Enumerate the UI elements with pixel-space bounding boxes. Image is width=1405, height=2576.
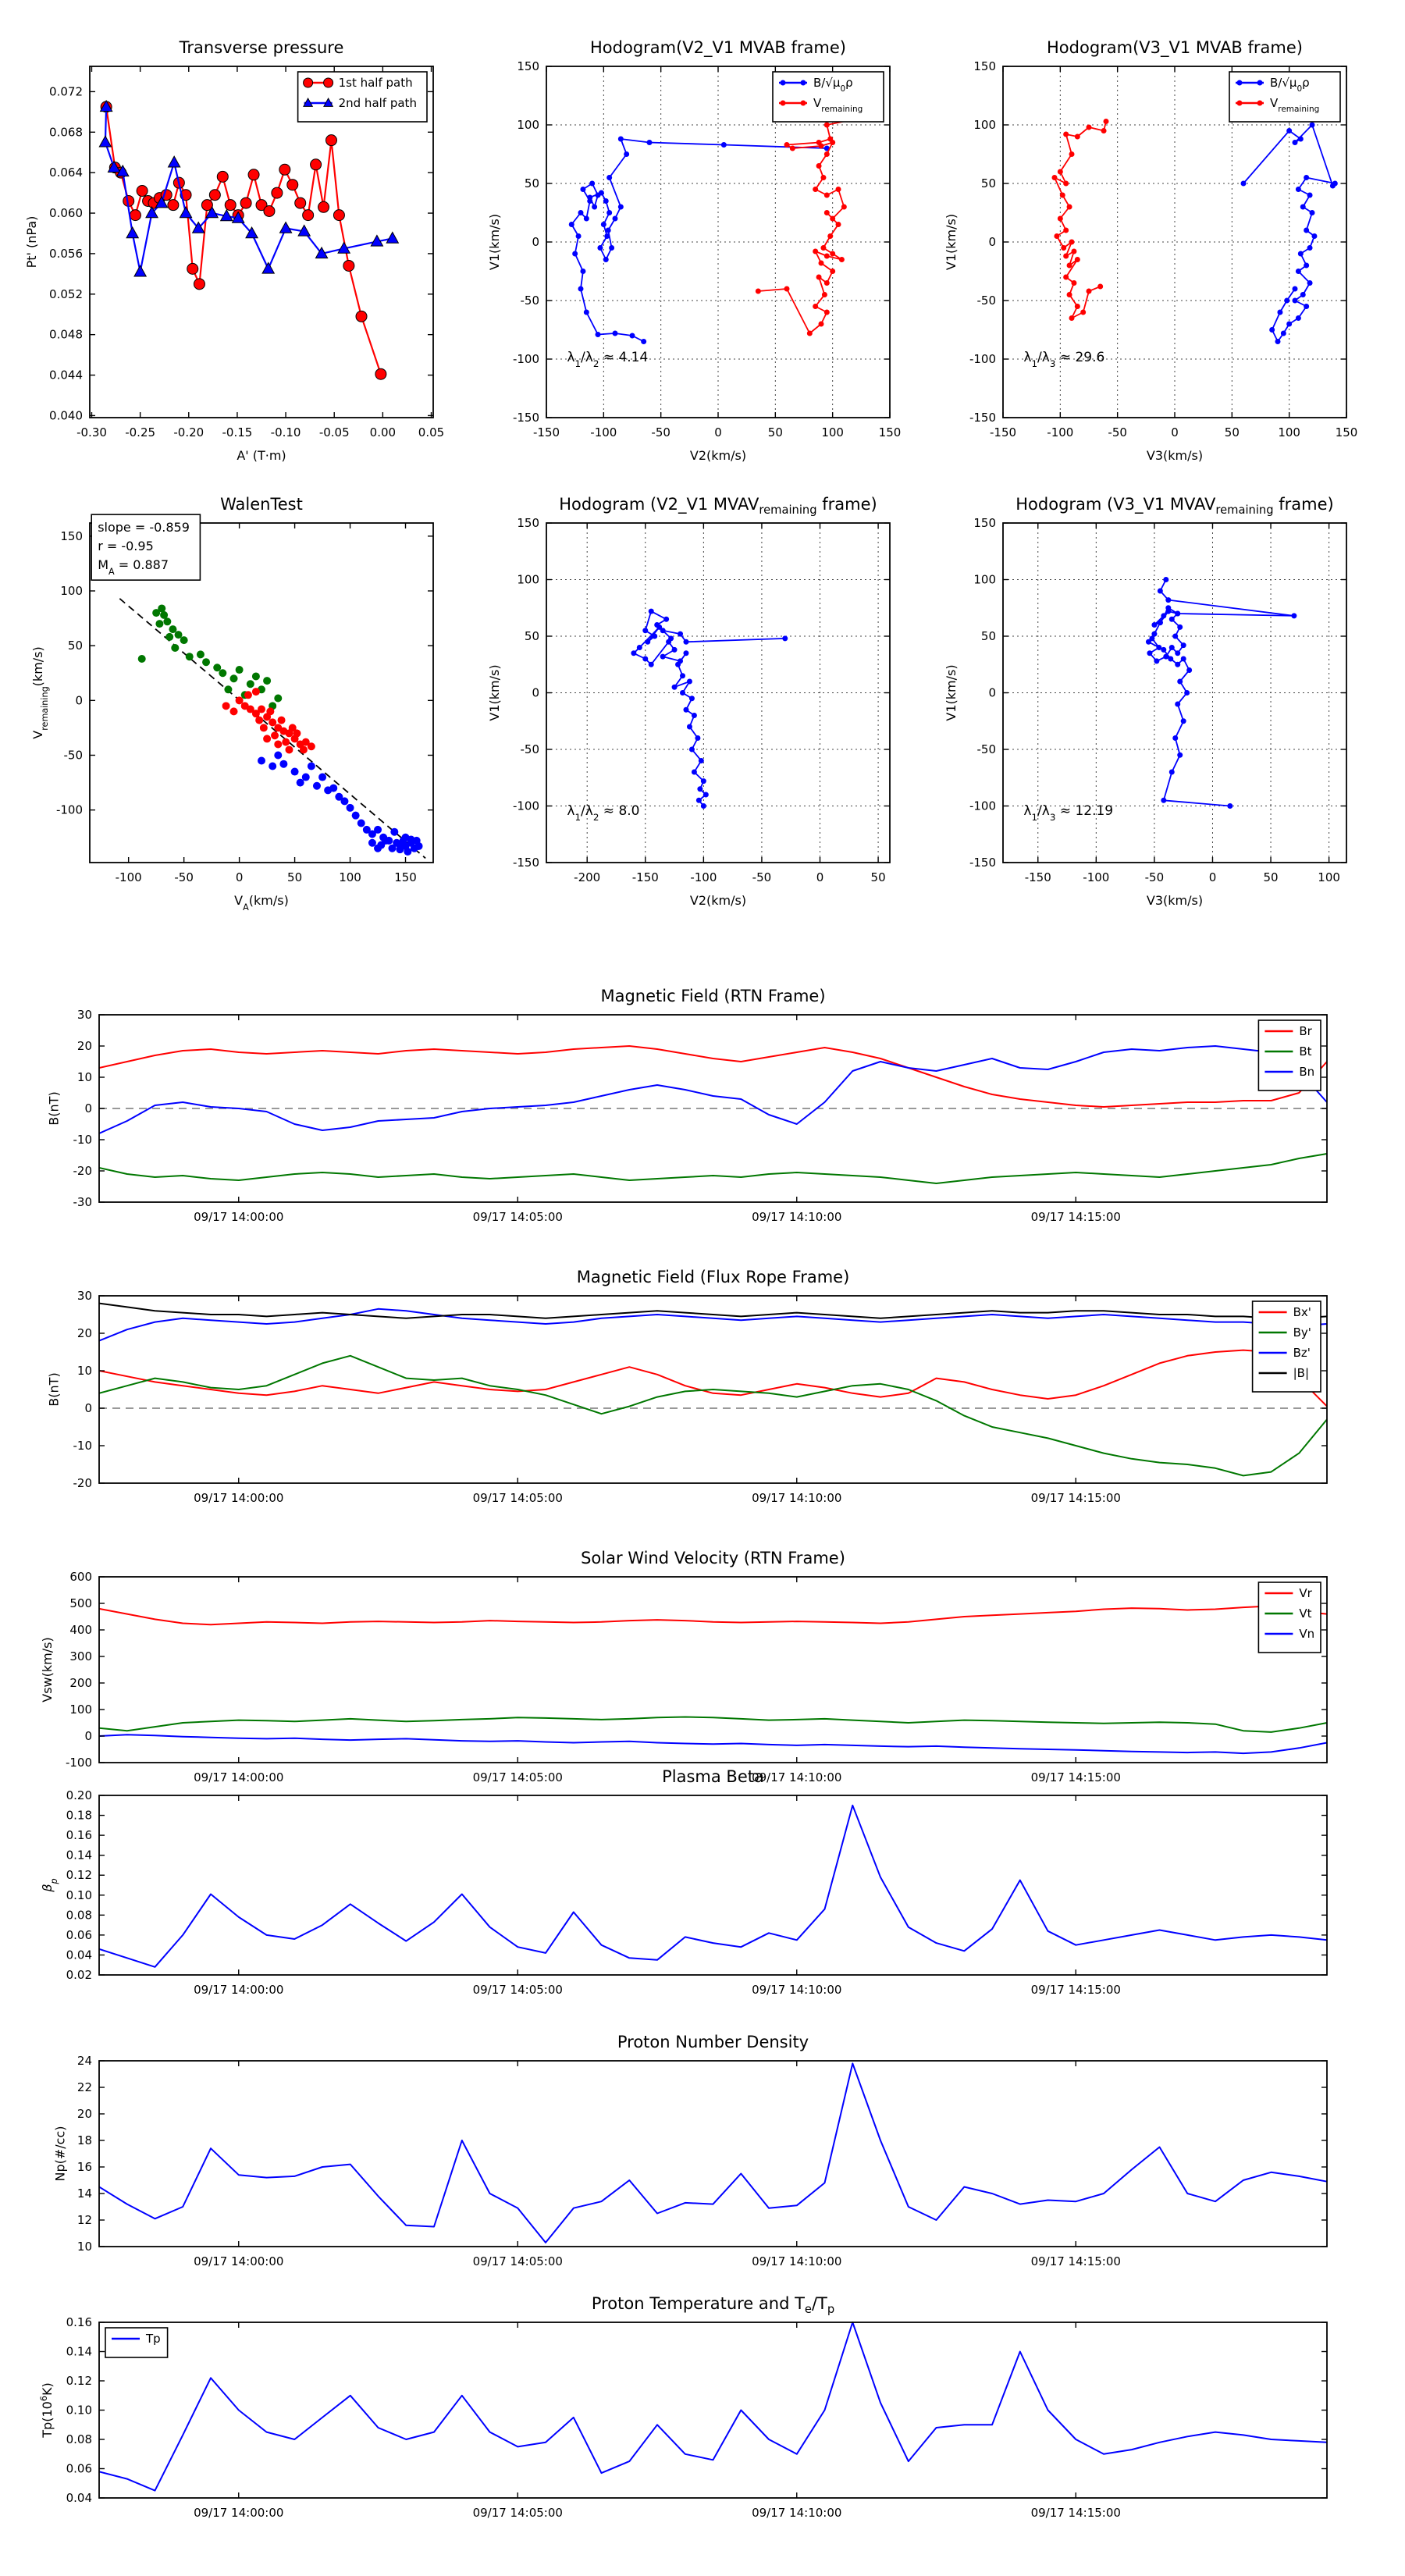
plot-title-magnetic-field-rtn: Magnetic Field (RTN Frame)	[600, 987, 826, 1005]
svg-text:09/17 14:05:00: 09/17 14:05:00	[472, 1983, 563, 1997]
svg-text:20: 20	[76, 1326, 92, 1340]
svg-text:50: 50	[287, 870, 303, 884]
plot-hodogram-v2v1-mvab	[487, 38, 902, 463]
svg-text:0.04: 0.04	[66, 2491, 92, 2505]
svg-text:-100: -100	[115, 870, 142, 884]
svg-text:50: 50	[524, 629, 539, 643]
svg-text:-150: -150	[512, 411, 539, 425]
svg-text:V2(km/s): V2(km/s)	[689, 448, 747, 463]
svg-text:100: 100	[973, 118, 996, 132]
svg-text:V3(km/s): V3(km/s)	[1146, 448, 1204, 463]
svg-text:-50: -50	[174, 870, 194, 884]
plot-title-walen-test: WalenTest	[220, 495, 303, 514]
plot-title-hodogram-v3v1-mvab: Hodogram(V3_V1 MVAB frame)	[1047, 38, 1303, 57]
svg-text:-0.15: -0.15	[222, 425, 253, 439]
svg-text:0.12: 0.12	[66, 1868, 92, 1883]
svg-text:-50: -50	[1108, 425, 1127, 439]
svg-text:10: 10	[76, 2240, 92, 2254]
svg-text:-150: -150	[512, 856, 539, 870]
svg-text:30: 30	[76, 1008, 92, 1022]
svg-text:-20: -20	[73, 1476, 92, 1490]
svg-text:09/17 14:05:00: 09/17 14:05:00	[472, 1210, 563, 1224]
svg-text:0.068: 0.068	[49, 125, 83, 140]
svg-text:50: 50	[524, 176, 539, 190]
svg-text:0.060: 0.060	[49, 206, 83, 221]
svg-text:A' (T·m): A' (T·m)	[237, 448, 286, 463]
canvas-hodogram-v2v1-mvav	[487, 516, 890, 908]
svg-text:400: 400	[69, 1623, 92, 1637]
canvas-magnetic-field-flux-rope	[46, 1289, 1327, 1505]
svg-text:-30: -30	[73, 1195, 92, 1209]
canvas-transverse-pressure	[24, 66, 445, 463]
svg-text:-0.05: -0.05	[318, 425, 350, 439]
svg-text:-150: -150	[989, 425, 1017, 439]
svg-text:|B|: |B|	[1293, 1366, 1310, 1380]
svg-text:24: 24	[76, 2054, 92, 2068]
svg-text:100: 100	[1278, 425, 1300, 439]
plot-proton-number-density	[52, 2033, 1327, 2268]
plot-magnetic-field-rtn	[46, 987, 1327, 1224]
canvas-magnetic-field-rtn	[46, 1008, 1327, 1224]
svg-text:0.04: 0.04	[66, 1948, 92, 1962]
svg-text:0.06: 0.06	[66, 2461, 92, 2476]
svg-text:0: 0	[988, 235, 996, 249]
svg-text:λ1/λ3 ≈ 12.19: $\lambda_1/\lambda_3 \approx 12.19$	[1023, 803, 1114, 824]
svg-text:150: 150	[1335, 425, 1358, 439]
svg-text:-200: -200	[574, 870, 601, 884]
svg-text:09/17 14:10:00: 09/17 14:10:00	[752, 2506, 842, 2520]
svg-text:-0.20: -0.20	[173, 425, 205, 439]
plot-title-hodogram-v2v1-mvab: Hodogram(V2_V1 MVAB frame)	[590, 38, 846, 57]
svg-text:V1(km/s): V1(km/s)	[487, 213, 503, 271]
svg-text:50: 50	[767, 425, 783, 439]
svg-text:-0.25: -0.25	[125, 425, 156, 439]
svg-text:0.16: 0.16	[66, 1828, 92, 1843]
svg-text:0: 0	[84, 1729, 92, 1743]
svg-text:50: 50	[67, 639, 83, 653]
svg-text:22: 22	[76, 2080, 92, 2094]
svg-text:Vn: Vn	[1299, 1627, 1315, 1641]
svg-text:slope = -0.859: slope = -0.859	[98, 520, 190, 535]
plot-title-solar-wind-velocity: Solar Wind Velocity (RTN Frame)	[581, 1549, 845, 1567]
svg-text:09/17 14:15:00: 09/17 14:15:00	[1030, 2254, 1121, 2268]
svg-text:100: 100	[517, 118, 539, 132]
svg-text:-50: -50	[1144, 870, 1165, 884]
svg-text:09/17 14:00:00: 09/17 14:00:00	[194, 1983, 284, 1997]
svg-text:-50: -50	[976, 294, 996, 308]
svg-text:0.052: 0.052	[49, 286, 83, 301]
svg-text:0: 0	[1171, 425, 1179, 439]
svg-text:0.072: 0.072	[49, 84, 83, 99]
svg-text:600: 600	[69, 1570, 92, 1584]
plot-title-proton-temperature: Proton Temperature and $T_e/T_p$	[591, 2294, 835, 2317]
svg-text:09/17 14:05:00: 09/17 14:05:00	[472, 2254, 563, 2268]
plot-title-hodogram-v2v1-mvav: Hodogram (V2_V1 $MVAV_{remaining}$ frame)	[559, 495, 877, 518]
plot-plasma-beta	[40, 1767, 1327, 1997]
svg-text:0: 0	[75, 693, 83, 708]
svg-text:150: 150	[878, 425, 902, 439]
svg-text:09/17 14:10:00: 09/17 14:10:00	[752, 1770, 842, 1784]
svg-text:Vremaining(km/s): $V_{remaining}(km/s)$	[30, 646, 50, 739]
svg-text:V1(km/s): V1(km/s)	[944, 664, 959, 721]
svg-text:-100: -100	[590, 425, 617, 439]
svg-text:-150: -150	[1024, 870, 1051, 884]
svg-text:0.064: 0.064	[49, 165, 83, 180]
svg-text:0.20: 0.20	[66, 1788, 92, 1802]
svg-text:2nd half path: 2nd half path	[338, 96, 417, 110]
svg-text:300: 300	[69, 1649, 92, 1663]
plot-title-plasma-beta: Plasma Beta	[662, 1767, 764, 1786]
svg-text:0.044: 0.044	[49, 368, 83, 382]
svg-text:150: 150	[394, 870, 417, 884]
svg-text:-20: -20	[73, 1164, 92, 1178]
canvas-hodogram-v2v1-mvab	[487, 59, 902, 463]
svg-text:Bt: Bt	[1299, 1044, 1312, 1059]
svg-text:B(nT): B(nT)	[46, 1372, 62, 1407]
svg-text:-50: -50	[752, 870, 772, 884]
svg-text:09/17 14:00:00: 09/17 14:00:00	[194, 1210, 284, 1224]
plot-proton-temperature	[38, 2294, 1327, 2520]
svg-text:By': By'	[1293, 1325, 1311, 1340]
svg-text:Vt: Vt	[1299, 1606, 1312, 1621]
svg-text:MA = 0.887: $M_A = 0.887$	[98, 557, 169, 577]
svg-text:Bx': Bx'	[1293, 1305, 1311, 1319]
svg-text:0: 0	[1208, 870, 1217, 884]
svg-text:0: 0	[988, 685, 996, 700]
svg-text:100: 100	[69, 1703, 92, 1717]
svg-text:-150: -150	[969, 411, 996, 425]
svg-text:-100: -100	[690, 870, 717, 884]
svg-text:-0.10: -0.10	[270, 425, 301, 439]
svg-text:16: 16	[76, 2160, 92, 2174]
svg-text:0.06: 0.06	[66, 1927, 92, 1942]
svg-text:V1(km/s): V1(km/s)	[944, 213, 959, 271]
svg-text:0.00: 0.00	[369, 425, 397, 439]
svg-text:50: 50	[980, 176, 996, 190]
canvas-proton-temperature	[38, 2315, 1327, 2520]
svg-text:0.12: 0.12	[66, 2374, 92, 2388]
svg-text:V3(km/s): V3(km/s)	[1146, 893, 1204, 908]
svg-text:λ1/λ2 ≈ 4.14: $\lambda_1/\lambda_2 \approx 4.14$	[567, 350, 649, 369]
svg-text:0.08: 0.08	[66, 1908, 92, 1923]
svg-text:09/17 14:00:00: 09/17 14:00:00	[194, 2506, 284, 2520]
plot-title-transverse-pressure: Transverse pressure	[179, 38, 344, 57]
svg-text:Bn: Bn	[1299, 1065, 1315, 1079]
svg-text:0.08: 0.08	[66, 2432, 92, 2446]
svg-text:-150: -150	[532, 425, 560, 439]
svg-text:0.18: 0.18	[66, 1808, 92, 1823]
svg-text:λ1/λ3 ≈ 29.6: $\lambda_1/\lambda_3 \approx 29.6$	[1023, 350, 1105, 369]
svg-text:20: 20	[76, 2107, 92, 2121]
svg-text:V1(km/s): V1(km/s)	[487, 664, 503, 721]
canvas-proton-number-density	[52, 2054, 1327, 2268]
canvas-hodogram-v3v1-mvav	[944, 516, 1346, 908]
svg-text:500: 500	[69, 1596, 92, 1610]
svg-text:-10: -10	[73, 1439, 92, 1453]
svg-text:09/17 14:15:00: 09/17 14:15:00	[1030, 1983, 1121, 1997]
svg-text:0.02: 0.02	[66, 1968, 92, 1982]
svg-text:Pt' (nPa): Pt' (nPa)	[24, 215, 39, 269]
svg-text:09/17 14:15:00: 09/17 14:15:00	[1030, 1770, 1121, 1784]
svg-text:09/17 14:00:00: 09/17 14:00:00	[194, 1491, 284, 1505]
svg-text:50: 50	[870, 870, 886, 884]
svg-text:09/17 14:05:00: 09/17 14:05:00	[472, 1770, 563, 1784]
svg-text:-50: -50	[63, 748, 83, 763]
svg-text:09/17 14:15:00: 09/17 14:15:00	[1030, 1491, 1121, 1505]
svg-text:100: 100	[339, 870, 361, 884]
svg-text:50: 50	[1263, 870, 1279, 884]
svg-text:150: 150	[973, 59, 996, 73]
svg-text:-10: -10	[73, 1133, 92, 1147]
svg-text:100: 100	[973, 572, 996, 587]
svg-text:09/17 14:05:00: 09/17 14:05:00	[472, 1491, 563, 1505]
svg-text:-100: -100	[1083, 870, 1110, 884]
svg-text:-0.30: -0.30	[76, 425, 107, 439]
svg-text:0: 0	[532, 685, 539, 700]
svg-text:0.040: 0.040	[49, 408, 83, 423]
svg-text:14: 14	[76, 2186, 92, 2201]
canvas-plasma-beta	[40, 1788, 1327, 1997]
svg-text:200: 200	[69, 1676, 92, 1690]
svg-text:-100: -100	[1047, 425, 1074, 439]
svg-text:VA(km/s): $V_A(km/s)$	[234, 893, 289, 913]
canvas-walen-test	[30, 520, 433, 913]
svg-text:09/17 14:10:00: 09/17 14:10:00	[752, 1210, 842, 1224]
svg-text:09/17 14:15:00: 09/17 14:15:00	[1030, 1210, 1121, 1224]
plot-transverse-pressure	[24, 38, 445, 463]
svg-text:18: 18	[76, 2133, 92, 2147]
svg-text:0.16: 0.16	[66, 2315, 92, 2329]
svg-text:r = -0.95: r = -0.95	[98, 539, 154, 554]
svg-text:Bz': Bz'	[1293, 1346, 1311, 1360]
svg-text:-50: -50	[520, 294, 539, 308]
svg-text:Np(#/cc): Np(#/cc)	[52, 2126, 68, 2182]
svg-text:0: 0	[816, 870, 824, 884]
svg-text:-100: -100	[969, 352, 996, 366]
svg-text:100: 100	[1318, 870, 1340, 884]
svg-text:0: 0	[714, 425, 722, 439]
plot-hodogram-v3v1-mvav	[944, 495, 1346, 908]
plot-hodogram-v2v1-mvav	[487, 495, 890, 908]
svg-text:B(nT): B(nT)	[46, 1091, 62, 1126]
svg-text:100: 100	[60, 584, 83, 598]
svg-text:0.048: 0.048	[49, 327, 83, 342]
svg-text:150: 150	[517, 516, 539, 530]
svg-text:100: 100	[517, 572, 539, 587]
svg-text:λ1/λ2 ≈ 8.0: $\lambda_1/\lambda_2 \approx 8.0$	[567, 803, 640, 824]
svg-text:0: 0	[532, 235, 539, 249]
svg-text:Tp(106K): $Tp(10^6K)$	[38, 2382, 55, 2438]
svg-text:βp: $\beta_p$	[40, 1878, 59, 1892]
svg-text:-50: -50	[651, 425, 670, 439]
svg-text:0.05: 0.05	[418, 425, 445, 439]
svg-text:Vr: Vr	[1299, 1586, 1312, 1600]
svg-text:-100: -100	[512, 799, 539, 813]
svg-text:150: 150	[517, 59, 539, 73]
svg-text:Vremaining: $V_{remaining}$	[1270, 96, 1320, 114]
plot-magnetic-field-flux-rope	[46, 1268, 1327, 1505]
svg-text:Br: Br	[1299, 1024, 1312, 1038]
svg-text:100: 100	[821, 425, 844, 439]
plot-walen-test	[30, 495, 433, 913]
svg-text:B/√μ0ρ: $B/√\mu_0\rho$	[1270, 76, 1310, 94]
svg-text:0.10: 0.10	[66, 1888, 92, 1902]
svg-text:0: 0	[84, 1401, 92, 1415]
svg-text:-50: -50	[976, 742, 996, 756]
svg-text:-150: -150	[631, 870, 659, 884]
plot-title-hodogram-v3v1-mvav: Hodogram (V3_V1 $MVAV_{remaining}$ frame)	[1016, 495, 1334, 518]
svg-text:09/17 14:00:00: 09/17 14:00:00	[194, 2254, 284, 2268]
svg-text:09/17 14:10:00: 09/17 14:10:00	[752, 1983, 842, 1997]
svg-text:09/17 14:10:00: 09/17 14:10:00	[752, 2254, 842, 2268]
svg-text:Vremaining: $V_{remaining}$	[813, 96, 863, 114]
svg-text:-100: -100	[512, 352, 539, 366]
svg-text:50: 50	[1224, 425, 1240, 439]
canvas-hodogram-v3v1-mvab	[944, 59, 1358, 463]
svg-text:09/17 14:00:00: 09/17 14:00:00	[194, 1770, 284, 1784]
svg-text:09/17 14:05:00: 09/17 14:05:00	[472, 2506, 563, 2520]
svg-text:09/17 14:15:00: 09/17 14:15:00	[1030, 2506, 1121, 2520]
plot-title-proton-number-density: Proton Number Density	[617, 2033, 809, 2051]
svg-text:-50: -50	[520, 742, 539, 756]
svg-text:50: 50	[980, 629, 996, 643]
svg-text:0: 0	[84, 1101, 92, 1115]
svg-text:0.14: 0.14	[66, 1848, 92, 1863]
svg-text:20: 20	[76, 1039, 92, 1053]
svg-text:10: 10	[76, 1364, 92, 1378]
svg-text:-100: -100	[65, 1756, 92, 1770]
svg-text:150: 150	[973, 516, 996, 530]
svg-text:0.056: 0.056	[49, 246, 83, 261]
svg-text:Vsw(km/s): Vsw(km/s)	[40, 1637, 55, 1703]
svg-text:V2(km/s): V2(km/s)	[689, 893, 747, 908]
svg-text:09/17 14:10:00: 09/17 14:10:00	[752, 1491, 842, 1505]
svg-text:150: 150	[60, 528, 83, 543]
svg-text:1st half path: 1st half path	[338, 76, 413, 90]
svg-text:-100: -100	[969, 799, 996, 813]
svg-text:12: 12	[76, 2213, 92, 2227]
plot-hodogram-v3v1-mvab	[944, 38, 1358, 463]
svg-text:30: 30	[76, 1289, 92, 1303]
svg-text:Tp: Tp	[146, 2332, 161, 2346]
svg-text:0: 0	[235, 870, 244, 884]
svg-text:10: 10	[76, 1070, 92, 1084]
svg-text:B/√μ0ρ: $B/√\mu_0\rho$	[813, 76, 853, 94]
svg-text:0.14: 0.14	[66, 2344, 92, 2359]
svg-text:-150: -150	[969, 856, 996, 870]
plot-title-magnetic-field-flux-rope: Magnetic Field (Flux Rope Frame)	[576, 1268, 850, 1286]
svg-text:-100: -100	[55, 802, 83, 817]
svg-text:0.10: 0.10	[66, 2403, 92, 2418]
